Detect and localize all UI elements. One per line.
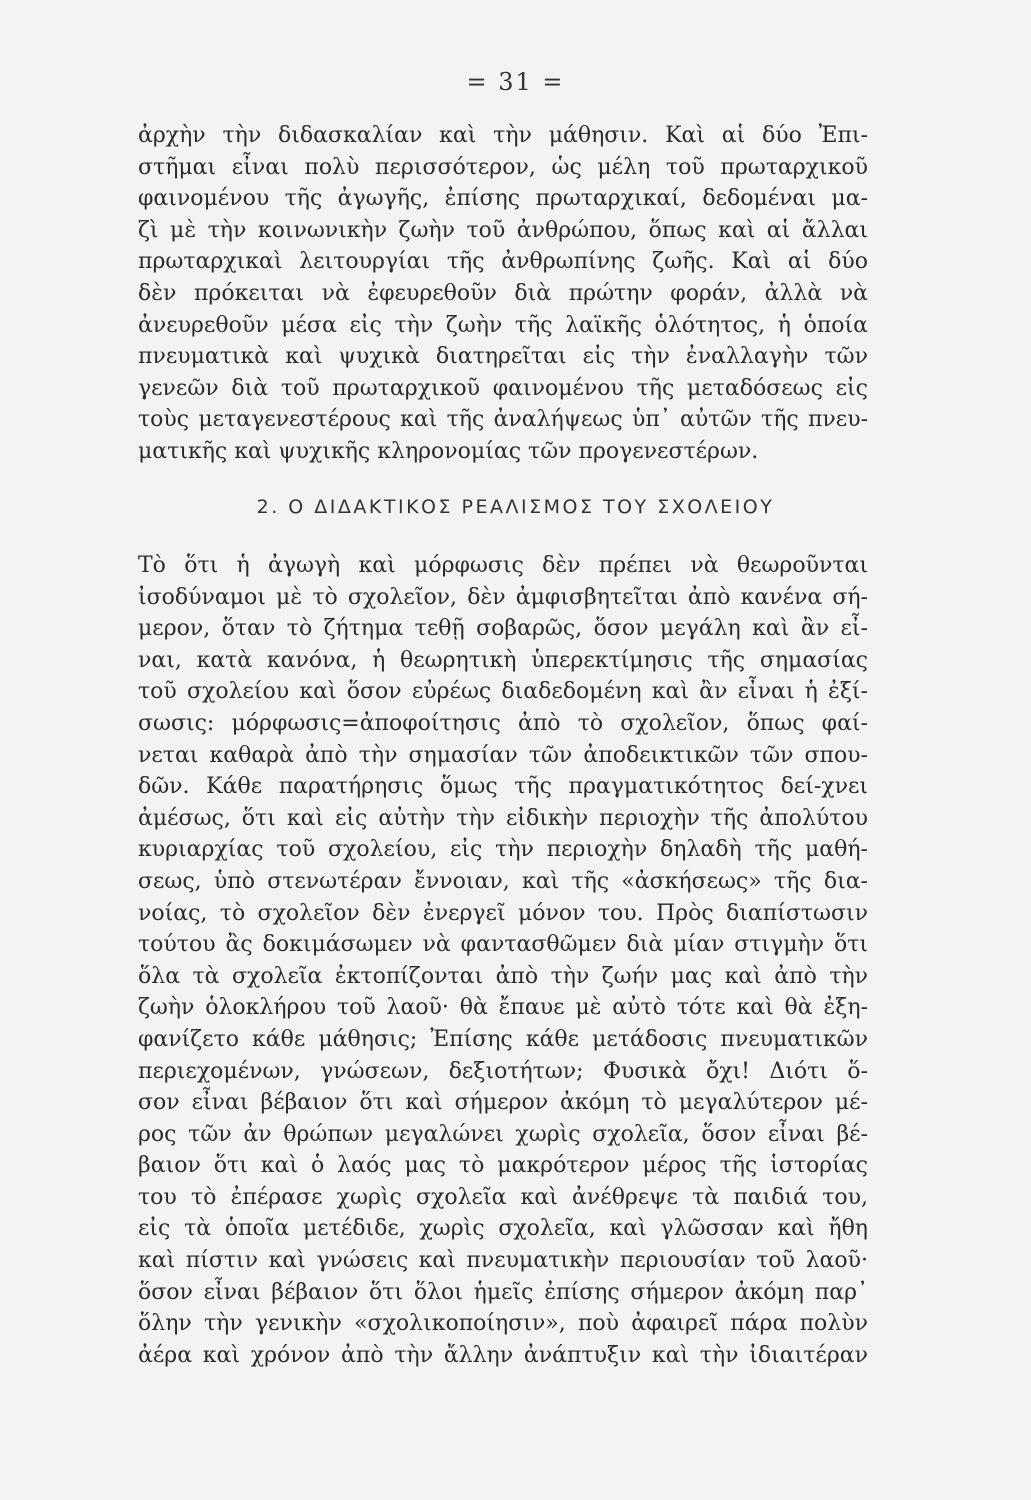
text-line: ὅλα τὰ σχολεῖα ἐκτοπίζονται ἀπὸ τὴν ζωήν μας καὶ ἀπὸ τὴν xyxy=(138,963,868,989)
text-line: ἀρχὴν τὴν διδασκαλίαν καὶ τὴν μάθησιν. Καὶ αἱ δύο Ἐπι- xyxy=(138,123,868,148)
text-line: ἀνευρεθοῦν μέσα εἰς τὴν ζωὴν τῆς λαϊκῆς ὁλότητος, ἡ ὁποία xyxy=(138,312,868,338)
text-line: βαιον ὅτι καὶ ὁ λαός μας τὸ μακρότερον μέρος τῆς ἱστορίας xyxy=(138,1153,868,1179)
text-line: ὅσον εἶναι βέβαιον ὅτι ὅλοι ἡμεῖς ἐπίσης σήμερον ἀκόμη παρ᾿ xyxy=(138,1279,868,1305)
text-line: ἀέρα καὶ χρόνον ἀπὸ τὴν ἄλλην ἀνάπτυξιν καὶ τὴν ἰδιαιτέραν xyxy=(138,1342,868,1368)
text-line: ζωὴν ὁλοκλήρου τοῦ λαοῦ· θὰ ἔπαυε μὲ αὐτὸ τότε καὶ θὰ ἐξη- xyxy=(138,995,868,1021)
text-line: γενεῶν διὰ τοῦ πρωταρχικοῦ φαινομένου τῆς μεταδόσεως εἰς xyxy=(138,375,868,401)
text-line: τοὺς μεταγενεστέρους καὶ τῆς ἀναλήψεως ὑπ᾿ αὐτῶν τῆς πνευ- xyxy=(138,407,868,433)
text-line: νεται καθαρὰ ἀπὸ τὴν σημασίαν τῶν ἀποδεικτικῶν τῶν σπου- xyxy=(138,742,868,768)
text-line: ματικῆς καὶ ψυχικῆς κληρονομίας τῶν προγενεστέρων. xyxy=(138,438,759,464)
section-heading: 2. Ο ΔΙΔΑΚΤΙΚΟΣ ΡΕΑΛΙΣΜΟΣ ΤΟΥ ΣΧΟΛΕΙΟΥ xyxy=(256,496,775,518)
text-line: δῶν. Κάθε παρατήρησις ὅμως τῆς πραγματικότητος δεί-χνει xyxy=(138,774,868,800)
text-line: ἀμέσως, ὅτι καὶ εἰς αὐτὴν τὴν εἰδικὴν περιοχὴν τῆς ἀπολύτου xyxy=(138,805,868,831)
text-line: σεως, ὑπὸ στενωτέραν ἔννοιαν, καὶ τῆς «ἀσκήσεως» τῆς δια- xyxy=(138,868,868,894)
text-line: ναι, κατὰ κανόνα, ἡ θεωρητικὴ ὑπερεκτίμησις τῆς σημασίας xyxy=(138,647,868,673)
text-line: φανίζετο κάθε μάθησις; Ἐπίσης κάθε μετάδοσις πνευματικῶν xyxy=(138,1026,868,1052)
text-line: τοῦ σχολείου καὶ ὅσον εὐρέως διαδεδομένη καὶ ἂν εἶναι ἡ ἐξί- xyxy=(138,679,868,705)
text-line: νοίας, τὸ σχολεῖον δὲν ἐνεργεῖ μόνον του. Πρὸς διαπίστωσιν xyxy=(138,900,868,926)
text-line: κυριαρχίας τοῦ σχολείου, εἰς τὴν περιοχὴν δηλαδὴ τῆς μαθή- xyxy=(138,837,868,863)
paragraph-1 xyxy=(138,120,868,468)
text-line: του τὸ ἐπέρασε χωρὶς σχολεῖα καὶ ἀνέθρεψε τὰ παιδιά του, xyxy=(138,1184,868,1210)
page-number: = 31 = xyxy=(466,68,565,96)
text-line: τούτου ἂς δοκιμάσωμεν νὰ φαντασθῶμεν διὰ μίαν στιγμὴν ὅτι xyxy=(138,932,868,958)
text-line: Τὸ ὅτι ἡ ἀγωγὴ καὶ μόρφωσις δὲν πρέπει νὰ θεωροῦνται xyxy=(138,553,868,578)
text-line: εἰς τὰ ὁποῖα μετέδιδε, χωρὶς σχολεῖα, καὶ γλῶσσαν καὶ ἤθη xyxy=(138,1216,868,1242)
text-line: πνευματικὰ καὶ ψυχικὰ διατηρεῖται εἰς τὴν ἐναλλαγὴν τῶν xyxy=(138,344,868,370)
text-line: καὶ πίστιν καὶ γνώσεις καὶ πνευματικὴν περιουσίαν τοῦ λαοῦ· xyxy=(138,1248,868,1274)
paragraph-2 xyxy=(138,550,868,1371)
text-line: φαινομένου τῆς ἀγωγῆς, ἐπίσης πρωταρχικαί, δεδομέναι μα- xyxy=(138,186,868,212)
text-line: στῆμαι εἶναι πολὺ περισσότερον, ὡς μέλη τοῦ πρωταρχικοῦ xyxy=(138,154,868,180)
text-line: σον εἶναι βέβαιον ὅτι καὶ σήμερον ἀκόμη τὸ μεγαλύτερον μέ- xyxy=(138,1090,868,1116)
text-line: δὲν πρόκειται νὰ ἐφευρεθοῦν διὰ πρώτην φοράν, ἀλλὰ νὰ xyxy=(138,280,868,306)
text-line: ὅλην τὴν γενικὴν «σχολικοποίησιν», ποὺ ἀφαιρεῖ πάρα πολὺν xyxy=(138,1311,868,1337)
text-line: πρωταρχικαὶ λειτουργίαι τῆς ἀνθρωπίνης ζωῆς. Καὶ αἱ δύο xyxy=(138,249,868,275)
text-line: ρος τῶν ἀν θρώπων μεγαλώνει χωρὶς σχολεῖα, ὅσον εἶναι βέ- xyxy=(138,1121,868,1147)
text-line: ἰσοδύναμοι μὲ τὸ σχολεῖον, δὲν ἀμφισβητεῖται ἀπὸ κανένα σή- xyxy=(138,584,868,610)
text-line: ζὶ μὲ τὴν κοινωνικὴν ζωὴν τοῦ ἀνθρώπου, ὅπως καὶ αἱ ἄλλαι xyxy=(138,217,868,243)
text-line: μερον, ὅταν τὸ ζήτημα τεθῇ σοβαρῶς, ὅσον μεγάλη καὶ ἂν εἶ- xyxy=(138,616,868,642)
text-line: σωσις: μόρφωσις=ἀποφοίτησις ἀπὸ τὸ σχολεῖον, ὅπως φαί- xyxy=(138,710,868,736)
text-line: περιεχομένων, γνώσεων, δεξιοτήτων; Φυσικὰ ὄχι! Διότι ὅ- xyxy=(138,1058,868,1084)
